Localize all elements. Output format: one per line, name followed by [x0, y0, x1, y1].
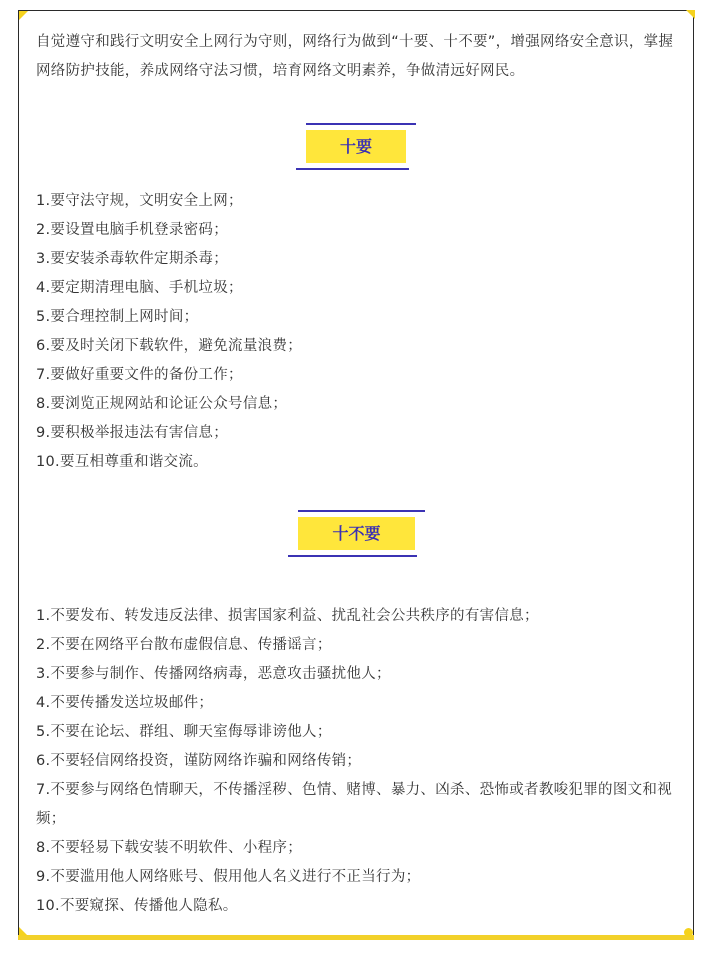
list-item: 2.要设置电脑手机登录密码；: [36, 222, 229, 238]
heading-label: 十不要: [298, 517, 415, 550]
section-heading-do: [296, 123, 410, 171]
corner-dot-bottom-right: [684, 928, 693, 937]
do-list: [36, 187, 302, 477]
list-item: 7.不要参与网络色情聊天，不传播淫秽、色情、赌博、暴力、凶杀、恐怖或者教唆犯罪的图文和视频；: [36, 782, 673, 827]
list-item: 1.不要发布、转发违反法律、损害国家利益、扰乱社会公共秩序的有害信息；: [36, 608, 539, 624]
list-item: 7.要做好重要文件的备份工作；: [36, 367, 243, 383]
heading-top-rule: [298, 510, 425, 512]
list-item: 4.要定期清理电脑、手机垃圾；: [36, 280, 243, 296]
heading-label: 十要: [306, 130, 406, 163]
list-item: 6.不要轻信网络投资，谨防网络诈骗和网络传销；: [36, 753, 362, 769]
list-item: 10.要互相尊重和谐交流。: [36, 454, 208, 470]
list-item: 4.不要传播发送垃圾邮件；: [36, 695, 214, 711]
list-item: 9.要积极举报违法有害信息；: [36, 425, 229, 441]
dont-list: [36, 602, 678, 921]
list-item: 3.不要参与制作、传播网络病毒，恶意攻击骚扰他人；: [36, 666, 391, 682]
list-item: 5.不要在论坛、群组、聊天室侮辱诽谤他人；: [36, 724, 332, 740]
section-heading-dont: [288, 510, 418, 558]
list-item: 2.不要在网络平台散布虚假信息、传播谣言；: [36, 637, 332, 653]
bottom-accent-bar: [18, 935, 694, 940]
list-item: 1.要守法守规，文明安全上网；: [36, 193, 243, 209]
list-item: 9.不要滥用他人网络账号、假用他人名义进行不正当行为；: [36, 869, 421, 885]
heading-bottom-rule: [288, 555, 417, 557]
list-item: 5.要合理控制上网时间；: [36, 309, 199, 325]
heading-bottom-rule: [296, 168, 409, 170]
heading-top-rule: [306, 123, 416, 125]
list-item: 8.要浏览正规网站和论证公众号信息；: [36, 396, 288, 412]
list-item: 6.要及时关闭下载软件，避免流量浪费；: [36, 338, 303, 354]
list-item: 3.要安装杀毒软件定期杀毒；: [36, 251, 229, 267]
list-item: 10.不要窥探、传播他人隐私。: [36, 898, 238, 914]
list-item: 8.不要轻易下载安装不明软件、小程序；: [36, 840, 303, 856]
intro-paragraph: 自觉遵守和践行文明安全上网行为守则，网络行为做到“十要、十不要”，增强网络安全意识，掌握网络防护技能，养成网络守法习惯，培育网络文明素养，争做清远好网民。: [36, 34, 674, 79]
